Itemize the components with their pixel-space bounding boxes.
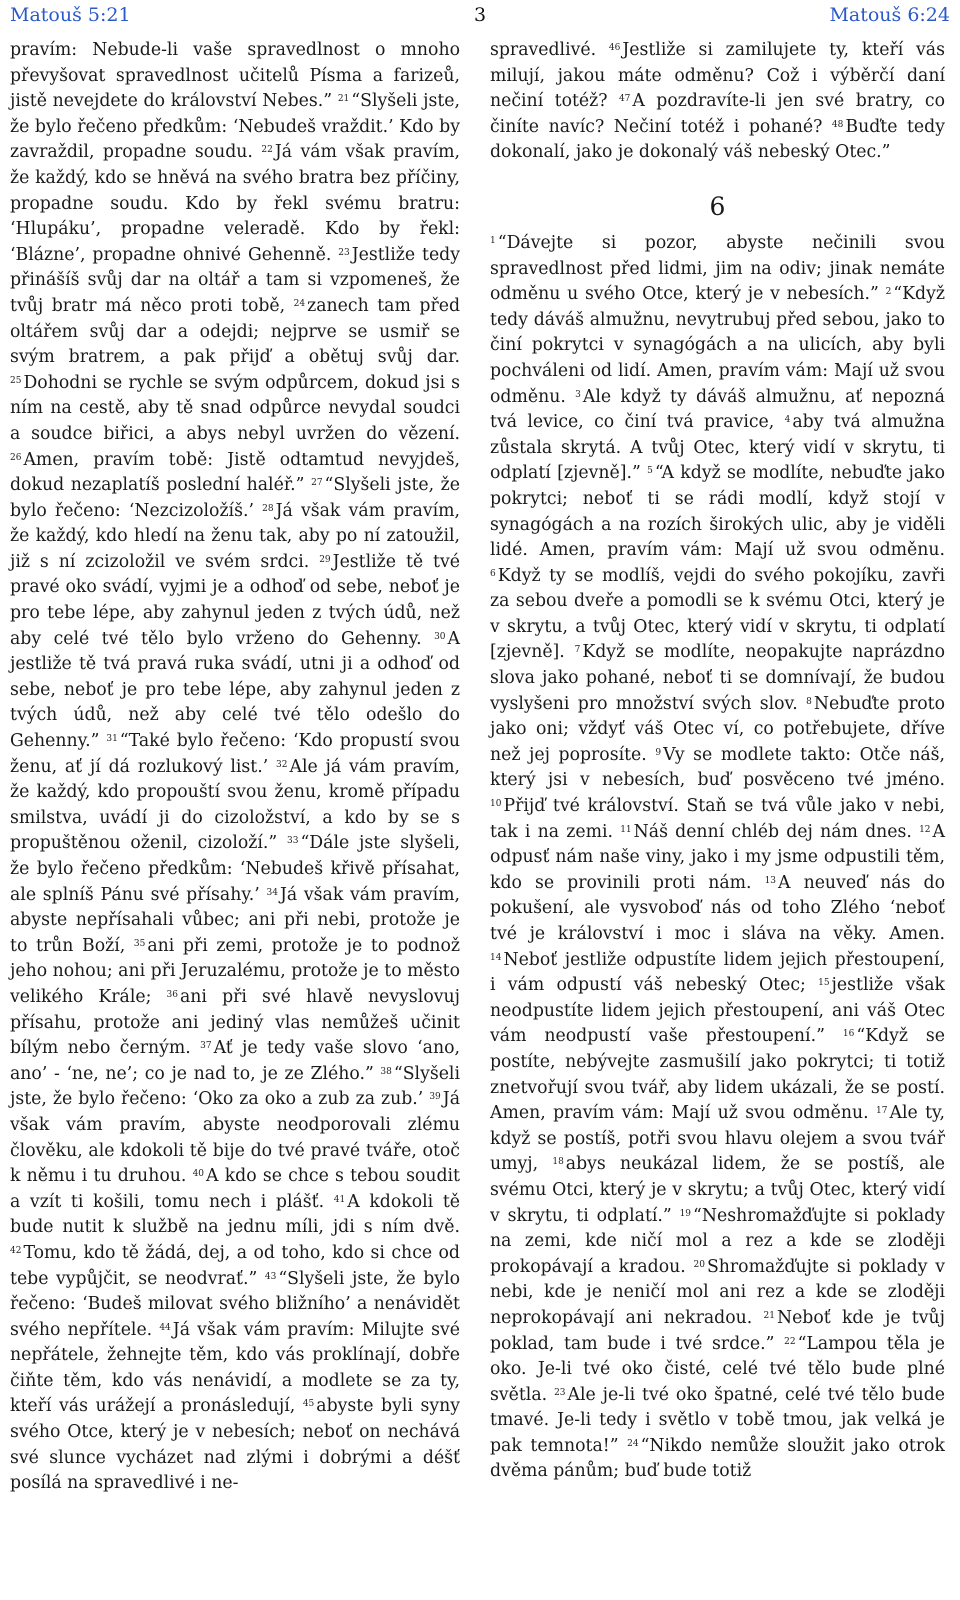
verse-text: Amen, pravím tobě: Jistě odtamtud nevyjdeš, dokud nezaplatíš poslední haléř.” [10,449,460,496]
verse-number: 3 [575,389,581,400]
verse-text: A kdokoli tě bude nutit k službě na jednu míli, jdi s ním dvě. [10,1191,461,1238]
verse-text: Buďte tedy dokonalí, jako je dokonalý váš nebeský Otec.” [490,116,945,163]
verse-text: Ale když ty dáváš almužnu, ať nepozná tvá levice, co činí tvá pravice, [490,386,945,433]
verse-text: Přijď tvé království. Staň se tvá vůle jako v nebi, tak i na zemi. [490,796,945,842]
verse-number: 43 [264,1271,277,1282]
verse-number: 36 [166,989,178,1000]
verse-text: Já však vám pravím, abyste nepřísahali vůbec; ani při nebi, protože je to trůn Boží, [10,884,460,956]
verse-number: 32 [276,759,288,770]
verse-number: 23 [554,1387,566,1398]
verse-number: 45 [302,1399,315,1410]
header-left-reference[interactable]: Matouš 5:21 [10,4,131,26]
verse-text: Já vám však pravím, že každý, kdo se hněvá na svého bratra bez příčiny, propadne soudu. Kdo by řekl svému bratru: ‘Hlupáku’, propadne veleradě. Kdo by řekl: ‘Blázne’, propadne ohnivé Gehenně. [10,142,460,265]
verse-text: “Slyšeli jste, že bylo řečeno: ‘Nezcizoložíš.’ [10,475,461,521]
verse-text: Neboť jestliže odpustíte lidem jejich přestoupení, i vám odpustí váš nebeský Otec; [490,949,945,996]
verse-number: 47 [618,94,631,105]
chapter-5-ending [490,38,945,166]
verse-number: 21 [337,94,350,105]
verse-number: 14 [490,952,502,963]
verse-number: 7 [574,645,581,656]
verse-number: 26 [10,452,22,463]
verse-number: 19 [679,1208,692,1219]
verse-number: 42 [10,1245,22,1256]
verse-number: 34 [266,887,278,898]
verse-number: 31 [106,734,118,745]
verse-text: Nebuďte proto jako oni; vždyť váš Otec ví, co potřebujete, dříve než jej poprosíte. [490,693,945,765]
verse-text: “Také bylo řečeno: ‘Kdo propustí svou ženu, ať jí dá rozlukový list.’ [10,731,460,777]
verse-text: “Když se postíte, nebývejte zasmušilí jako pokrytci; ti totiž znetvořují svou tvář, aby lidem ukázali, že se postí. Amen, pravím vám: Mají už svou odměnu. [490,1026,946,1124]
verse-text: Dohodni se rychle se svým odpůrcem, dokud jsi s ním na cestě, aby tě snad odpůrce nevydal soudci a soudce biřici, a abys nebyl uvržen do vězení. [10,372,460,444]
verse-text: abys neukázal lidem, že se postíš, ale svému Otci, který je v skrytu; a tvůj Otec, který vidí v skrytu, ti odplatí.” [490,1154,946,1226]
verse-number: 22 [784,1336,796,1347]
verse-number: 27 [311,478,323,489]
verse-number: 40 [192,1169,205,1180]
verse-text: A pozdravíte-li jen své bratry, co činíte navíc? Nečiní totéž i pohané? [490,91,945,137]
verse-number: 12 [919,824,931,835]
verse-number: 8 [806,696,812,707]
verse-number: 44 [159,1322,171,1333]
verse-text: Tomu, kdo tě žádá, dej, a od toho, kdo si chce od tebe vypůjčit, se neodvrať.” [10,1242,460,1289]
verse-text: “Neshromažďujte si poklady na zemi, kde ničí mol a rez a kde se zloději prokopávají a kradou. [490,1205,945,1277]
verse-number: 24 [293,298,306,309]
verse-number: 17 [876,1106,888,1117]
verse-number: 9 [655,747,662,758]
verse-text: aby tvá almužna zůstala skrytá. A tvůj Otec, který vidí v skrytu, ti odplatí [zjevně].” [490,412,945,484]
verse-text: A jestliže tě tvá pravá ruka svádí, utni ji a odhoď od sebe, neboť je pro tebe lépe, aby zahynul jeden z tvých údů, než aby celé tvé tělo odešlo do Gehenny.” [10,628,461,752]
verse-number: 24 [627,1438,639,1449]
verse-number: 5 [647,466,653,477]
verse-text: ani při své hlavě nevyslovuj přísahu, protože ani jediný vlas nemůžeš učinit bílým nebo černým. [10,986,460,1059]
verse-text: A odpusť nám naše viny, jako i my jsme odpustili těm, kdo se provinili proti nám. [490,821,945,893]
verse-text: spravedlivé. [490,40,597,60]
verse-number: 41 [333,1194,346,1205]
verse-number: 10 [490,799,502,810]
verse-number: 48 [831,119,844,130]
verse-number: 21 [763,1310,775,1321]
verse [10,373,460,444]
verse-text: pravím: Nebude-li vaše spravedlnost o mnoho převyšovat spravedlnost učitelů Písma a farizeů, jistě nevejdete do království Nebes.” [10,40,460,112]
verse-text: “Slyšeli jste, že bylo řečeno předkům: ‘Nebudeš vraždit.’ Kdo by zavraždil, propadne soudu. [10,91,460,163]
verse-number: 22 [261,145,273,156]
verse [490,40,596,60]
verse-text: Jestliže si zamilujete ty, kteří vás milují, jakou máte odměnu? Což i výběrčí daní nečiní totéž? [490,40,945,112]
verse-text: Já však vám pravím: Milujte své nepřátele, žehnejte těm, kdo vás proklínají, dobře čiňte těm, kdo vás nenávidí, a modlete se za ty, kteří vás urážejí a pronásledují, [10,1319,460,1417]
verse-text: Když se modlíte, neopakujte naprázdno slova jako pohané, neboť ti se domnívají, že budou vyslyšeni pro množství svých slov. [490,642,946,714]
verse-text: Jestliže tě tvé pravé oko svádí, vyjmi je a odhoď od sebe, neboť je pro tebe lépe, aby zahynul jeden z tvých údů, než aby celé tvé tělo bylo vrženo do Gehenny. [10,551,460,649]
left-text-column [10,38,460,1497]
verse-text: Ale je-li tvé oko špatné, celé tvé tělo bude tmavé. Je-li tedy i světlo v tobě tmou, jak velká je pak temnota!” [490,1384,945,1456]
verse-text: Jestliže tedy přinášíš svůj dar na oltář a tam si vzpomeneš, že tvůj bratr má něco proti tobě, [10,244,460,316]
verse-text: “Slyšeli jste, že bylo řečeno: ‘Budeš milovat svého bližního’ a nenávidět svého nepřítele. [10,1268,461,1340]
page-header [10,4,950,30]
verse-number: 28 [262,503,274,514]
verse-text: zanech tam před oltářem svůj dar a odejdi; nejprve se usmiř se svým bratrem, a pak přijď a obětuj svůj dar. [10,295,461,368]
verse-number: 33 [287,836,299,847]
verse-text: “A když se modlíte, nebuďte jako pokrytci; neboť ti se rádi modlí, když stojí v synagógách a na rozích širokých ulic, aby je viděli lidé. Amen, pravím vám: Mají už svou odměnu. [490,463,946,561]
verse-text: A neuveď nás do pokušení, ale vysvoboď nás od toho Zlého ‘neboť tvé je království i moc i sláva na věky. Amen. [490,872,945,944]
verse-number: 20 [693,1259,705,1270]
verse-number: 2 [885,287,892,298]
page-number: 3 [473,4,487,26]
verse-number: 46 [608,43,621,53]
verse-number: 38 [380,1066,392,1077]
verse-number: 1 [490,235,496,246]
verse-number: 13 [764,875,777,886]
verse-text: “Slyšeli jste, že bylo řečeno: ‘Oko za oko a zub za zub.’ [10,1063,460,1110]
verse-text: “Když tedy dáváš almužnu, nevytrubuj před sebou, jako to činí pokrytci v synagógách a na ulicích, aby byli pochváleni od lidí. Amen, pravím vám: Mají už svou odměnu. [490,284,945,407]
verse-text: ani při zemi, protože je to podnož jeho nohou; ani při Jeruzalému, protože je to město velikého Krále; [10,935,460,1007]
verse-number: 4 [784,415,791,426]
verse-text: Já však vám pravím, že každý, kdo hledí na ženu tak, aby po ní zatoužil, již s ní zcizoložil ve svém srdci. [10,500,460,572]
verse-text: Když ty se modlíš, vejdi do svého pokojíku, zavři za sebou dveře a pomodli se k svému Otci, který je v skrytu, a tvůj Otec, který vidí v skrytu, ti odplatí [zjevně]. [490,565,945,663]
verse-number: 18 [552,1157,564,1168]
verse-text: “Dále jste slyšeli, že bylo řečeno předkům: ‘Nebudeš křivě přísahat, ale splníš Pánu své přísahy.’ [10,833,460,905]
verse-text: Vy se modlete takto: Otče náš, který jsi v nebesích, buď posvěceno tvé jméno. [490,744,945,791]
verse-number: 30 [434,631,446,642]
verse-text: abyste byli syny svého Otce, který je v nebesích; neboť on nechává své slunce vycházet nad zlými i dobrými a déšť posílá na spravedlivé i ne- [10,1396,461,1494]
verse [490,233,945,304]
verse-number: 6 [490,568,496,579]
verse-text: Shromažďujte si poklady v nebi, kde je neničí mol ani rez a kde se zloději neprokopávají ani nekradou. [490,1256,945,1328]
verse-text: Ať je tedy vaše slovo ‘ano, ano’ - ‘ne, ne’; co je nad to, je ze Zlého.” [10,1038,460,1084]
verse-text: Ale já vám pravím, že každý, kdo propouští svou ženu, kromě případu smilstva, uvádí ji do cizoložství, a kdo by se s propuštěnou oženil, cizoloží.” [10,756,461,854]
verse-text: Já však vám pravím, abyste neodporovali zlému člověku, ale kdokoli tě bije do tvé pravé tváře, otoč k němu i tu druhou. [10,1089,460,1187]
verse-number: 39 [429,1092,441,1103]
verse-number: 37 [200,1041,212,1052]
verse-text: “Lampou těla je oko. Je-li tvé oko čisté, celé tvé tělo bude plné světla. [490,1333,946,1405]
verse-text: jestliže však neodpustíte lidem jejich přestoupení, ani váš Otec vám neodpustí vaše přestoupení.” [490,975,946,1047]
verse [620,822,912,842]
verse-text: Náš denní chléb dej nám dnes. [633,821,912,842]
verse-number: 25 [10,375,22,386]
verse-number: 15 [818,978,830,989]
chapter-number: 6 [709,191,726,221]
verse-number: 29 [319,554,331,565]
verse-number: 11 [620,824,632,835]
verse-text: “Nikdo nemůže sloužit jako otrok dvěma pánům; buď bude totiž [490,1435,945,1482]
verse-number: 16 [842,1029,855,1040]
chapter-6-text [490,231,945,1485]
verse-text: Neboť kde je tvůj poklad, tam bude i tvé srdce.” [490,1307,946,1354]
right-text-column [490,38,945,1485]
verse-number: 35 [133,938,146,949]
verse-text: A kdo se chce s tebou soudit a vzít ti košili, tomu nech i plášť. [10,1166,461,1212]
verse-number: 23 [338,247,350,258]
verse-text: Ale ty, když se postíš, potři svou hlavu olejem a svou tvář umyj, [490,1103,945,1175]
header-right-reference[interactable]: Matouš 6:24 [829,4,950,26]
verse-text: “Dávejte si pozor, abyste nečinili svou spravedlnost před lidmi, jim na odiv; jinak nemáte odměnu u svého Otce, který je v nebesích.” [490,232,945,305]
